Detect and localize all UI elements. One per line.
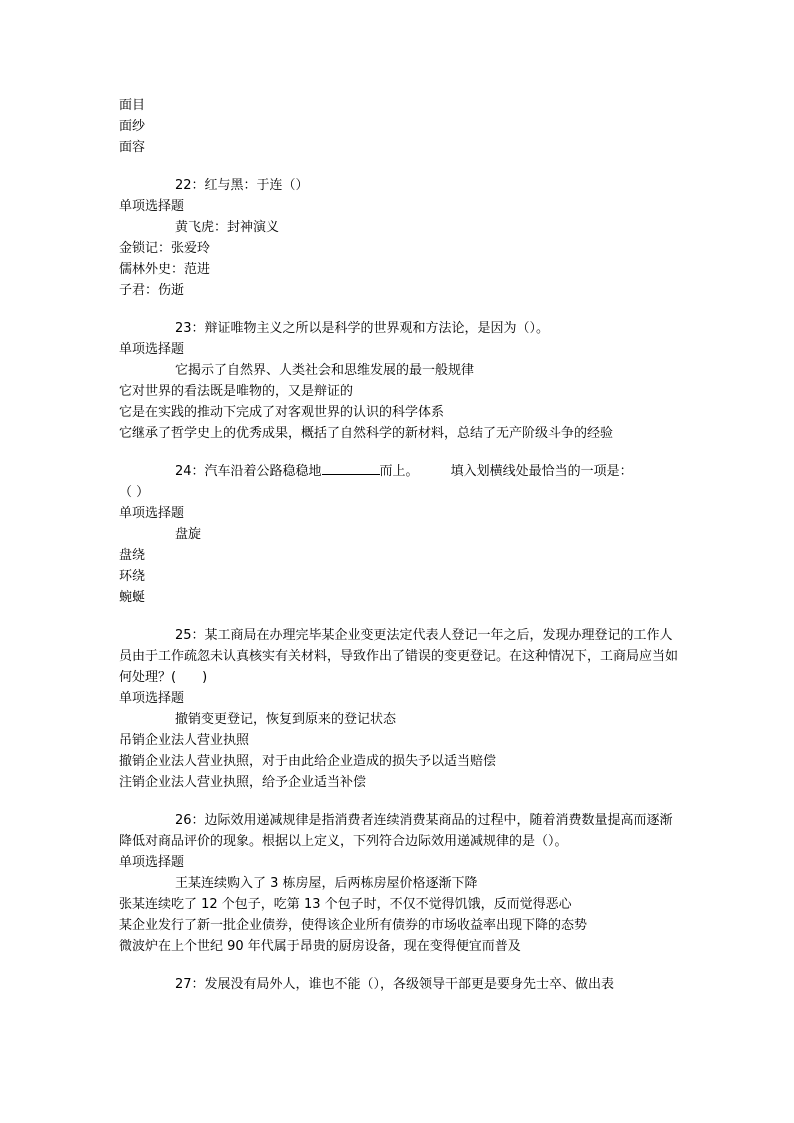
option: 它继承了哲学史上的优秀成果，概括了自然科学的新材料，总结了无产阶级斗争的经验 [119,426,614,441]
option: 面容 [119,140,146,155]
question-stem [119,461,679,482]
option: 它是在实践的推动下完成了对客观世界的认识的科学体系 [119,405,445,420]
question-type: 单项选择题 [119,199,185,214]
question-type: 单项选择题 [119,691,185,706]
question-stem: 23：辩证唯物主义之所以是科学的世界观和方法论，是因为（）。 [175,321,550,336]
stem-part: 填入划横线处最恰当的一项是： [450,464,633,479]
question-22 [119,175,679,301]
option: 某企业发行了新一批企业债券，使得该企业所有债券的市场收益率出现下降的态势 [119,918,588,933]
option: 面目 [119,98,146,113]
option: 张某连续吃了 12 个包子，吃第 13 个包子时，不仅不觉得饥饿，反而觉得恶心 [119,897,572,912]
question-stem: 26：边际效用递减规律是指消费者连续消费某商品的过程中，随着消费数量提高而逐渐降低对商品评价的现象。根据以上定义，下列符合边际效用递减规律的是（）。 [119,813,673,849]
option: 金锁记：张爱玲 [119,241,211,256]
question-type: 单项选择题 [119,506,185,521]
stem-continuation: （ ） [119,485,150,500]
question-type: 单项选择题 [119,855,185,870]
question-25 [119,625,679,793]
option: 黄飞虎：封神演义 [175,220,280,235]
question-stem: 25：某工商局在办理完毕某企业变更法定代表人登记一年之后，发现办理登记的工作人员由于工作疏忽未认真核实有关材料，导致作出了错误的变更登记。在这种情况下，工商局应当如何处理？( ) [119,628,679,685]
option: 环绕 [119,569,146,584]
option: 盘旋 [175,527,202,542]
option: 蜿蜒 [119,590,146,605]
option: 注销企业法人营业执照，给予企业适当补偿 [119,775,367,790]
option: 撤销企业法人营业执照，对于由此给企业造成的损失予以适当赔偿 [119,754,497,769]
option: 面纱 [119,119,146,134]
question-stem: 22：红与黑：于连（） [175,178,309,193]
option: 撤销变更登记，恢复到原来的登记状态 [175,712,397,727]
option: 子君：伤逝 [119,283,185,298]
option: 它对世界的看法既是唯物的，又是辩证的 [119,384,354,399]
option: 吊销企业法人营业执照 [119,733,250,748]
fill-blank [322,462,380,475]
prev-question-options [119,95,679,158]
document-content [119,95,679,995]
question-stem: 27：发展没有局外人，谁也不能（），各级领导干部更是要身先士卒、做出表 [175,977,615,992]
question-type: 单项选择题 [119,342,185,357]
question-23 [119,318,679,444]
option: 微波炉在上个世纪 90 年代属于昂贵的厨房设备，现在变得便宜而普及 [119,939,521,954]
option: 儒林外史：范进 [119,262,211,277]
option: 它揭示了自然界、人类社会和思维发展的最一般规律 [175,363,475,378]
stem-part: 24：汽车沿着公路稳稳地 [175,464,322,479]
question-26 [119,810,679,957]
option: 盘绕 [119,548,146,563]
question-24 [119,461,679,608]
option: 王某连续购入了 3 栋房屋，后两栋房屋价格逐渐下降 [175,876,478,891]
stem-part: 而上。 [379,464,419,479]
question-27 [119,974,679,995]
